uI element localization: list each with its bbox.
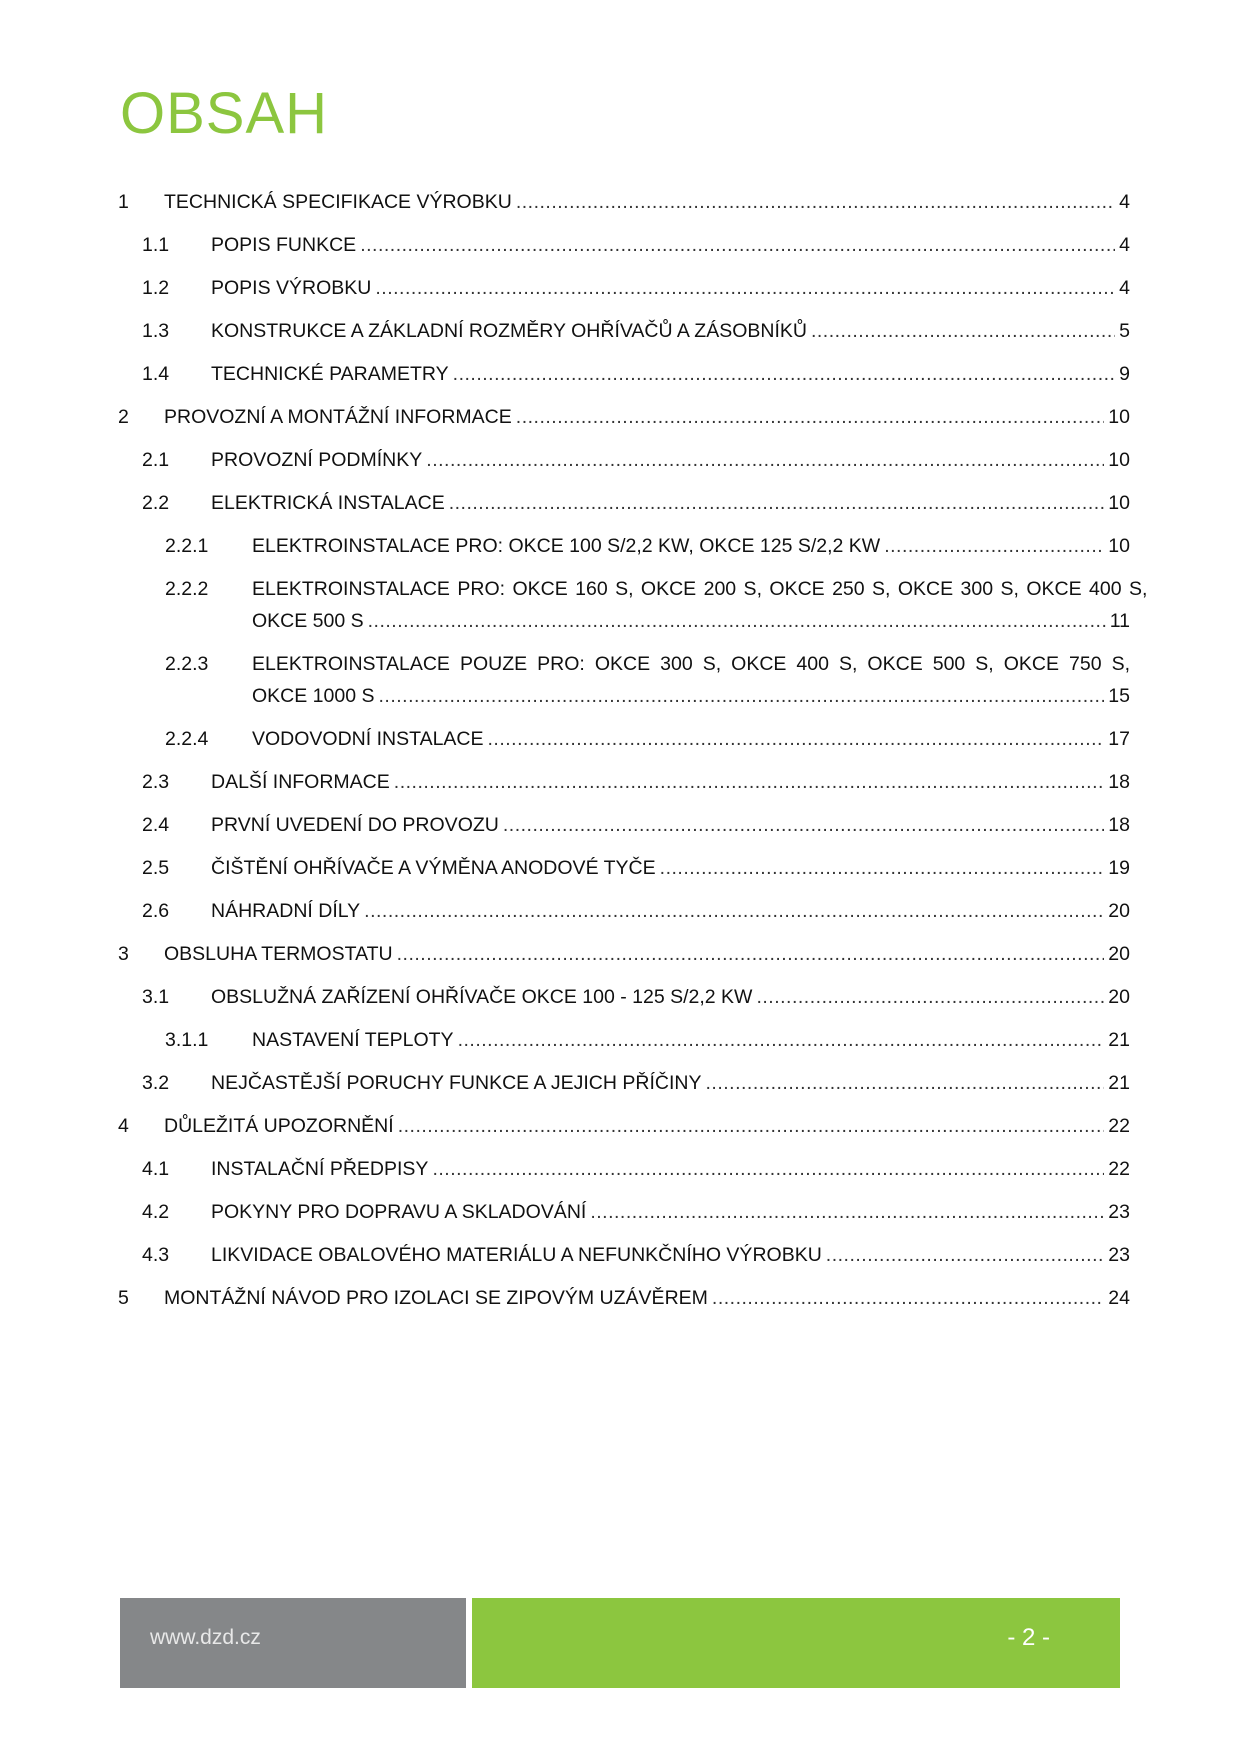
dot-leader: [360, 229, 1115, 261]
dot-leader: [590, 1196, 1104, 1228]
toc-page: 17: [1108, 728, 1130, 750]
dot-leader: [660, 852, 1105, 884]
toc-number: 3.2: [142, 1072, 170, 1094]
toc-title: ELEKTROINSTALACE PRO: OKCE 100 S/2,2 KW, OKCE 125 S/2,2 KW: [252, 535, 881, 557]
toc-number: 2.2.1: [165, 535, 209, 557]
dot-leader: [458, 1024, 1105, 1056]
toc-number: 2.2: [142, 492, 170, 514]
toc-title: POPIS VÝROBKU: [211, 277, 372, 299]
page-number: - 2 -: [1007, 1624, 1050, 1651]
toc-page: 4: [1119, 191, 1130, 213]
dot-leader: [432, 1153, 1104, 1185]
toc-title-line2: OKCE 500 S: [252, 610, 364, 632]
toc-title: PRVNÍ UVEDENÍ DO PROVOZU: [211, 814, 499, 836]
toc-title: INSTALAČNÍ PŘEDPISY: [211, 1158, 429, 1180]
footer-page-panel: [472, 1598, 1120, 1688]
dot-leader: [516, 401, 1105, 433]
toc-number: 2.5: [142, 857, 170, 879]
toc-page: 20: [1108, 900, 1130, 922]
toc-title: OBSLUHA TERMOSTATU: [164, 943, 393, 965]
toc-number: 2.6: [142, 900, 170, 922]
toc-number: 3.1.1: [165, 1029, 209, 1051]
page-title: OBSAH: [120, 81, 329, 146]
footer-website-panel: [120, 1598, 466, 1688]
dot-leader: [756, 981, 1104, 1013]
toc-number: 4: [118, 1115, 129, 1137]
toc-page: 18: [1108, 771, 1130, 793]
toc-title: NASTAVENÍ TEPLOTY: [252, 1029, 454, 1051]
toc-page: 23: [1108, 1201, 1130, 1223]
dot-leader: [503, 809, 1104, 841]
dot-leader: [449, 487, 1105, 519]
toc-number: 2.2.4: [165, 728, 209, 750]
toc-title-line1: ELEKTROINSTALACE POUZE PRO: OKCE 300 S, OKCE 400 S, OKCE 500 S, OKCE 750 S,: [252, 653, 1130, 675]
toc-page: 22: [1108, 1158, 1130, 1180]
toc-entry[interactable]: [118, 444, 1130, 476]
toc-number: 4.3: [142, 1244, 170, 1266]
dot-leader: [826, 1239, 1105, 1271]
toc-entry[interactable]: [118, 809, 1130, 841]
toc-number: 2: [118, 406, 129, 428]
toc-page: 21: [1108, 1029, 1130, 1051]
toc-page: 11: [1109, 610, 1130, 632]
dot-leader: [811, 315, 1115, 347]
toc-page: 5: [1119, 320, 1130, 342]
toc-entry[interactable]: [118, 1067, 1130, 1099]
toc-page: 15: [1108, 685, 1130, 707]
toc-entry[interactable]: [118, 1239, 1130, 1271]
toc-entry[interactable]: [118, 938, 1130, 970]
dot-leader: [398, 1110, 1105, 1142]
toc-page: 10: [1108, 406, 1130, 428]
toc-title: NÁHRADNÍ DÍLY: [211, 900, 361, 922]
toc-title-line1: ELEKTROINSTALACE PRO: OKCE 160 S, OKCE 200 S, OKCE 250 S, OKCE 300 S, OKCE 400 S,: [252, 578, 1148, 600]
toc-page: 21: [1108, 1072, 1130, 1094]
toc-number: 1.1: [142, 234, 170, 256]
footer-website-link[interactable]: www.dzd.cz: [150, 1626, 261, 1649]
toc-page: 18: [1108, 814, 1130, 836]
toc-page: 24: [1108, 1287, 1130, 1309]
toc-entry[interactable]: [118, 648, 1130, 712]
toc-number: 3: [118, 943, 129, 965]
dot-leader: [368, 605, 1106, 637]
toc-page: 10: [1108, 492, 1130, 514]
toc-entry[interactable]: [118, 981, 1130, 1013]
toc-title: DŮLEŽITÁ UPOZORNĚNÍ: [164, 1115, 394, 1137]
toc-number: 1.2: [142, 277, 170, 299]
toc-title: TECHNICKÉ PARAMETRY: [211, 363, 449, 385]
toc-page: 9: [1119, 363, 1130, 385]
dot-leader: [375, 272, 1115, 304]
toc-entry[interactable]: [118, 229, 1130, 261]
toc-title: POKYNY PRO DOPRAVU A SKLADOVÁNÍ: [211, 1201, 587, 1223]
toc-title: POPIS FUNKCE: [211, 234, 357, 256]
toc-entry[interactable]: [118, 358, 1130, 390]
toc-number: 4.2: [142, 1201, 170, 1223]
toc-title: PROVOZNÍ A MONTÁŽNÍ INFORMACE: [164, 406, 512, 428]
toc-number: 1.4: [142, 363, 170, 385]
toc-page: 10: [1108, 535, 1130, 557]
toc-title: MONTÁŽNÍ NÁVOD PRO IZOLACI SE ZIPOVÝM UZÁVĚREM: [164, 1287, 708, 1309]
toc-title: KONSTRUKCE A ZÁKLADNÍ ROZMĚRY OHŘÍVAČŮ A ZÁSOBNÍKŮ: [211, 320, 807, 342]
toc-entry[interactable]: [118, 766, 1130, 798]
dot-leader: [364, 895, 1104, 927]
toc-number: 1.3: [142, 320, 170, 342]
toc-title-line2: OKCE 1000 S: [252, 685, 375, 707]
toc-number: 2.1: [142, 449, 170, 471]
toc-title: OBSLUŽNÁ ZAŘÍZENÍ OHŘÍVAČE OKCE 100 - 125 S/2,2 KW: [211, 986, 753, 1008]
dot-leader: [426, 444, 1104, 476]
toc-number: 2.2.2: [165, 578, 209, 600]
toc-page: 23: [1108, 1244, 1130, 1266]
dot-leader: [884, 530, 1104, 562]
toc-title: ELEKTRICKÁ INSTALACE: [211, 492, 445, 514]
toc-entry[interactable]: [118, 186, 1130, 218]
toc-page: 4: [1119, 277, 1130, 299]
toc-number: 5: [118, 1287, 129, 1309]
toc-title: TECHNICKÁ SPECIFIKACE VÝROBKU: [164, 191, 512, 213]
toc-title: NEJČASTĚJŠÍ PORUCHY FUNKCE A JEJICH PŘÍČINY: [211, 1072, 702, 1094]
dot-leader: [712, 1282, 1104, 1314]
toc-entry[interactable]: [118, 1110, 1130, 1142]
toc-entry[interactable]: [118, 530, 1130, 562]
toc-entry[interactable]: [118, 723, 1130, 755]
dot-leader: [516, 186, 1115, 218]
toc-number: 3.1: [142, 986, 170, 1008]
table-of-contents: [118, 186, 1148, 1325]
toc-entry[interactable]: [118, 895, 1130, 927]
dot-leader: [705, 1067, 1104, 1099]
toc-title: ČIŠTĚNÍ OHŘÍVAČE A VÝMĚNA ANODOVÉ TYČE: [211, 857, 656, 879]
toc-title: DALŠÍ INFORMACE: [211, 771, 390, 793]
toc-entry[interactable]: [118, 401, 1130, 433]
toc-title: VODOVODNÍ INSTALACE: [252, 728, 484, 750]
toc-entry[interactable]: [118, 487, 1130, 519]
dot-leader: [397, 938, 1105, 970]
toc-entry[interactable]: [118, 1196, 1130, 1228]
toc-entry[interactable]: [118, 315, 1130, 347]
toc-entry[interactable]: [118, 1153, 1130, 1185]
toc-page: 4: [1119, 234, 1130, 256]
toc-entry[interactable]: [118, 1024, 1130, 1056]
toc-title: PROVOZNÍ PODMÍNKY: [211, 449, 423, 471]
toc-page: 20: [1108, 986, 1130, 1008]
dot-leader: [453, 358, 1115, 390]
toc-page: 20: [1108, 943, 1130, 965]
dot-leader: [378, 680, 1104, 712]
toc-number: 2.2.3: [165, 653, 209, 675]
toc-entry[interactable]: [118, 1282, 1130, 1314]
toc-page: 10: [1108, 449, 1130, 471]
toc-title: LIKVIDACE OBALOVÉHO MATERIÁLU A NEFUNKČNÍHO VÝROBKU: [211, 1244, 822, 1266]
dot-leader: [394, 766, 1105, 798]
toc-entry[interactable]: [118, 852, 1130, 884]
toc-number: 2.3: [142, 771, 170, 793]
dot-leader: [488, 723, 1105, 755]
toc-number: 2.4: [142, 814, 170, 836]
toc-page: 22: [1108, 1115, 1130, 1137]
toc-number: 1: [118, 191, 129, 213]
toc-entry[interactable]: [118, 573, 1148, 637]
toc-entry[interactable]: [118, 272, 1130, 304]
toc-number: 4.1: [142, 1158, 170, 1180]
toc-page: 19: [1108, 857, 1130, 879]
